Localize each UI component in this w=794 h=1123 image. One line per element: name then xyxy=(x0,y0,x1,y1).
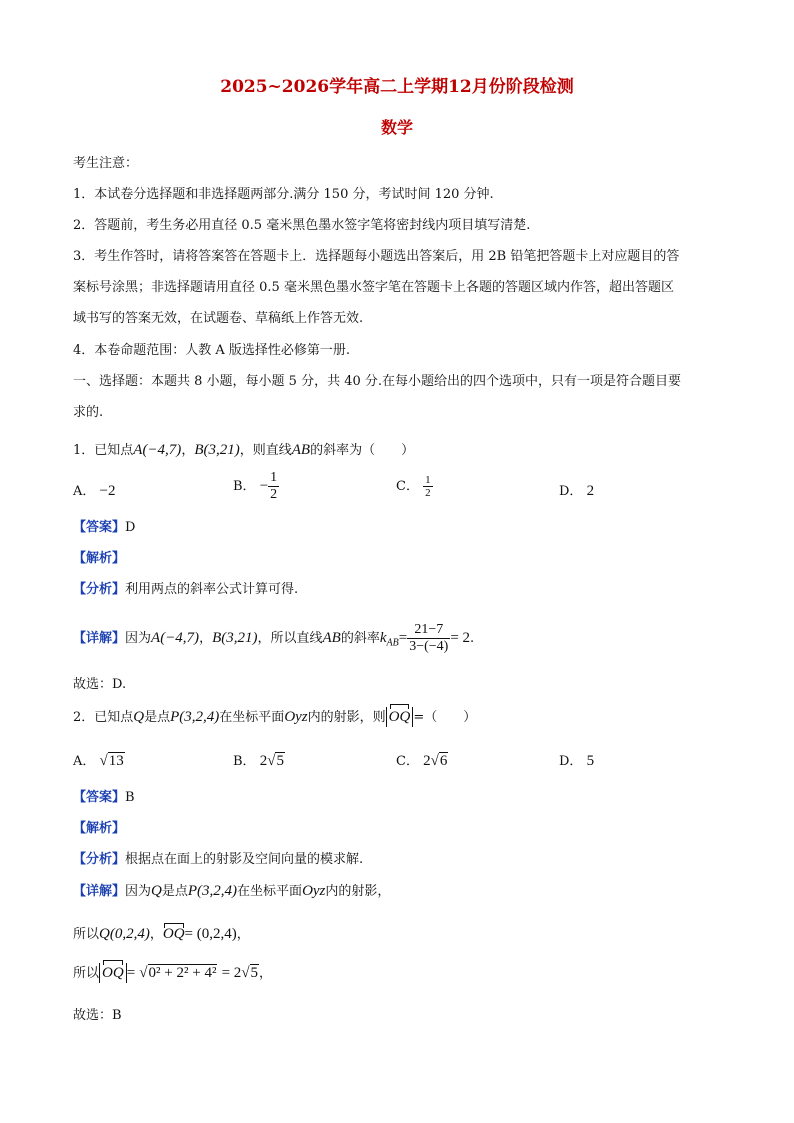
q2-xj-part-2: 是点 xyxy=(161,884,188,899)
q1-option-b xyxy=(233,470,279,503)
q2-step-3-result: = 2 xyxy=(221,965,242,981)
notice-heading: 考生注意： xyxy=(73,156,139,171)
q1-answer-value: D xyxy=(125,520,136,535)
q2-analysis-label: 【解析】 xyxy=(73,821,126,836)
q2-step-2-value: = (0,2,4) xyxy=(184,926,237,942)
q1-suffix: 的斜率为（ ） xyxy=(310,443,415,458)
q2-option-d-label: D． xyxy=(559,754,583,769)
q2-xj-plane: Oyz xyxy=(302,883,326,899)
q1-analysis-tag xyxy=(73,547,125,566)
q1-option-c-fraction xyxy=(423,474,433,499)
q2-suffix: =（ ） xyxy=(413,710,477,725)
q1-xj-denominator: 3−(−4) xyxy=(409,639,449,654)
q1-option-a-label: A． xyxy=(73,484,96,499)
q2-fenxi xyxy=(73,848,363,867)
q1-xj-part-3: 的斜率 xyxy=(340,631,380,646)
q2-analysis-tag xyxy=(73,817,125,836)
notice-item-2: 2．答题前，考生务必用直径 0.5 毫米黑色墨水签字笔将密封线内项目填写清楚. xyxy=(73,218,531,233)
q2-plane: Oyz xyxy=(284,709,308,725)
q2-option-d xyxy=(559,750,594,770)
q2-option-c-coefficient: 2 xyxy=(423,753,431,769)
q1-point-a: A(−4,7) xyxy=(133,442,182,458)
notice-item-3-line-2: 案标号涂黑；非选择题请用直径 0.5 毫米黑色墨水签字笔在答题卡上各题的答题区域内作答，超出答题区 xyxy=(73,280,674,295)
q2-option-c-label: C． xyxy=(396,754,419,769)
q1-guxuan: 故选：D. xyxy=(73,677,127,692)
q1-xiangjie-tag: 【详解】 xyxy=(73,631,126,646)
q1-sep: ， xyxy=(181,443,195,458)
q2-xiangjie-tag: 【详解】 xyxy=(73,884,126,899)
q1-option-b-sign: − xyxy=(259,478,269,494)
notice-item-1: 1．本试卷分选择题和非选择题两部分.满分 150 分，考试时间 120 分钟. xyxy=(73,187,494,202)
q1-xiangjie xyxy=(73,622,474,655)
q2-fenxi-tag: 【分析】 xyxy=(73,852,126,867)
q2-answer xyxy=(73,786,135,805)
q1-option-b-numerator: 1 xyxy=(270,470,278,485)
q1-fenxi xyxy=(73,578,298,597)
q1-xj-point-a: A(−4,7) xyxy=(151,630,200,646)
q2-option-b xyxy=(233,750,285,770)
q2-option-c-radicand: 6 xyxy=(439,753,448,769)
q2-point-p: P(3,2,4) xyxy=(170,709,220,725)
q1-option-c-numerator: 1 xyxy=(425,474,431,486)
q2-step-3-vector-oq: OQ xyxy=(102,965,124,981)
q2-answer-tag: 【答案】 xyxy=(73,790,126,805)
q2-xj-part-4: 内的射影， xyxy=(325,884,391,899)
q2-vector-oq: OQ xyxy=(388,709,411,725)
q2-step-2 xyxy=(73,923,250,943)
q2-step-3-prefix: 所以 xyxy=(73,966,100,981)
q2-step-2-q: Q(0,2,4) xyxy=(99,926,150,942)
q2-option-b-label: B． xyxy=(233,754,256,769)
q2-step-3-abs xyxy=(99,963,127,983)
q1-prefix: 1．已知点 xyxy=(73,443,134,458)
q2-xj-point-p: P(3,2,4) xyxy=(187,883,238,899)
q1-option-b-denominator: 2 xyxy=(270,487,278,502)
q2-step-3-equals: = xyxy=(126,965,136,981)
q1-answer xyxy=(73,516,135,535)
q1-option-b-label: B． xyxy=(233,479,256,494)
q2-xj-part-1: 因为 xyxy=(125,884,152,899)
q2-option-c-expr: 2√6 xyxy=(423,753,448,769)
q2-step-3-sqrt: √0² + 2² + 4² xyxy=(139,965,217,981)
q1-option-b-fraction xyxy=(268,470,279,503)
q1-xj-line-ab: AB xyxy=(322,630,341,646)
q1-xj-end: . xyxy=(470,631,475,646)
subject-title: 数学 xyxy=(380,118,413,137)
q1-xj-numerator: 21−7 xyxy=(407,622,450,639)
q2-option-c xyxy=(396,750,448,770)
q2-xj-point-q: Q xyxy=(151,883,162,899)
q2-guxuan: 故选：B xyxy=(73,1008,122,1023)
q2-step-3-sqrt-2: √5 xyxy=(241,965,259,981)
q1-xj-part-1: 因为 xyxy=(125,631,152,646)
q1-xj-k-subscript: AB xyxy=(386,637,399,649)
q2-point-q: Q xyxy=(133,709,145,725)
q1-analysis-label: 【解析】 xyxy=(73,551,126,566)
q2-option-a-radicand: 13 xyxy=(108,753,124,769)
q1-answer-tag: 【答案】 xyxy=(73,520,126,535)
q2-step-3-radicand-2: 5 xyxy=(250,965,259,981)
q1-option-c xyxy=(396,474,433,499)
q1-option-d-label: D． xyxy=(559,484,583,499)
question-2-stem xyxy=(73,706,476,727)
exam-title: 2025~2026学年高二上学期12月份阶段检测 xyxy=(220,77,574,97)
q2-step-2-sep: ， xyxy=(149,927,163,942)
q2-xiangjie xyxy=(73,880,390,900)
notice-item-3-line-1: 3．考生作答时，请将答案答在答题卡上．选择题每小题选出答案后，用 2B 铅笔把答题卡上对应题目的答 xyxy=(73,249,680,264)
q2-option-a-label: A． xyxy=(73,754,96,769)
q2-xj-part-3: 在坐标平面 xyxy=(237,884,303,899)
q1-option-a-value: −2 xyxy=(99,483,116,499)
q2-option-d-value: 5 xyxy=(586,753,595,769)
q2-step-2-prefix: 所以 xyxy=(73,927,100,942)
q1-option-d xyxy=(559,480,594,500)
q1-xj-part-2: ，所以直线 xyxy=(257,631,323,646)
q2-step-3-radicand: 0² + 2² + 4² xyxy=(148,965,217,981)
q1-xj-sep: ， xyxy=(199,631,213,646)
q2-mid-2: 在坐标平面 xyxy=(219,710,285,725)
q1-option-c-denominator: 2 xyxy=(425,487,431,499)
q1-fenxi-text: 利用两点的斜率公式计算可得. xyxy=(125,582,299,597)
q1-point-b: B(3,21) xyxy=(194,442,240,458)
q1-option-c-label: C． xyxy=(396,479,419,494)
q2-mid-3: 内的射影，则 xyxy=(307,710,386,725)
q1-xj-point-b: B(3,21) xyxy=(212,630,258,646)
section-heading-line-2: 求的. xyxy=(73,405,104,420)
q2-option-b-expr: 2√5 xyxy=(259,753,284,769)
q2-fenxi-text: 根据点在面上的射影及空间向量的模求解. xyxy=(125,852,364,867)
q2-step-3-end: ， xyxy=(259,966,273,981)
q1-mid: ，则直线 xyxy=(239,443,292,458)
q2-prefix: 2．已知点 xyxy=(73,710,134,725)
q1-xj-slope-fraction xyxy=(407,622,450,655)
q2-mid-1: 是点 xyxy=(144,710,171,725)
q1-fenxi-tag: 【分析】 xyxy=(73,582,126,597)
q2-step-2-end: ， xyxy=(236,927,250,942)
q2-option-b-coefficient: 2 xyxy=(259,753,268,769)
q1-xj-result: = 2 xyxy=(450,630,471,646)
q2-option-a-sqrt: √13 xyxy=(99,753,124,769)
q2-vector-abs xyxy=(386,707,414,727)
section-heading-line-1: 一、选择题：本题共 8 小题，每小题 5 分，共 40 分.在每小题给出的四个选项中，只有一项是符合题目要 xyxy=(73,374,682,389)
q1-xj-k: k xyxy=(379,630,387,646)
q1-option-d-value: 2 xyxy=(586,483,595,499)
question-1-stem xyxy=(73,439,414,459)
q2-step-3 xyxy=(73,962,272,983)
q2-step-2-vector-oq: OQ xyxy=(162,926,185,942)
q1-xj-equals: = xyxy=(398,630,408,646)
q2-option-a xyxy=(73,750,125,770)
notice-item-4: 4．本卷命题范围：人教 A 版选择性必修第一册. xyxy=(73,343,351,358)
q2-option-b-radicand: 5 xyxy=(276,753,284,769)
q1-option-a xyxy=(73,480,116,500)
notice-item-3-line-3: 域书写的答案无效，在试题卷、草稿纸上作答无效. xyxy=(73,311,364,326)
q2-answer-value: B xyxy=(125,790,135,805)
q1-line-ab: AB xyxy=(291,442,311,458)
